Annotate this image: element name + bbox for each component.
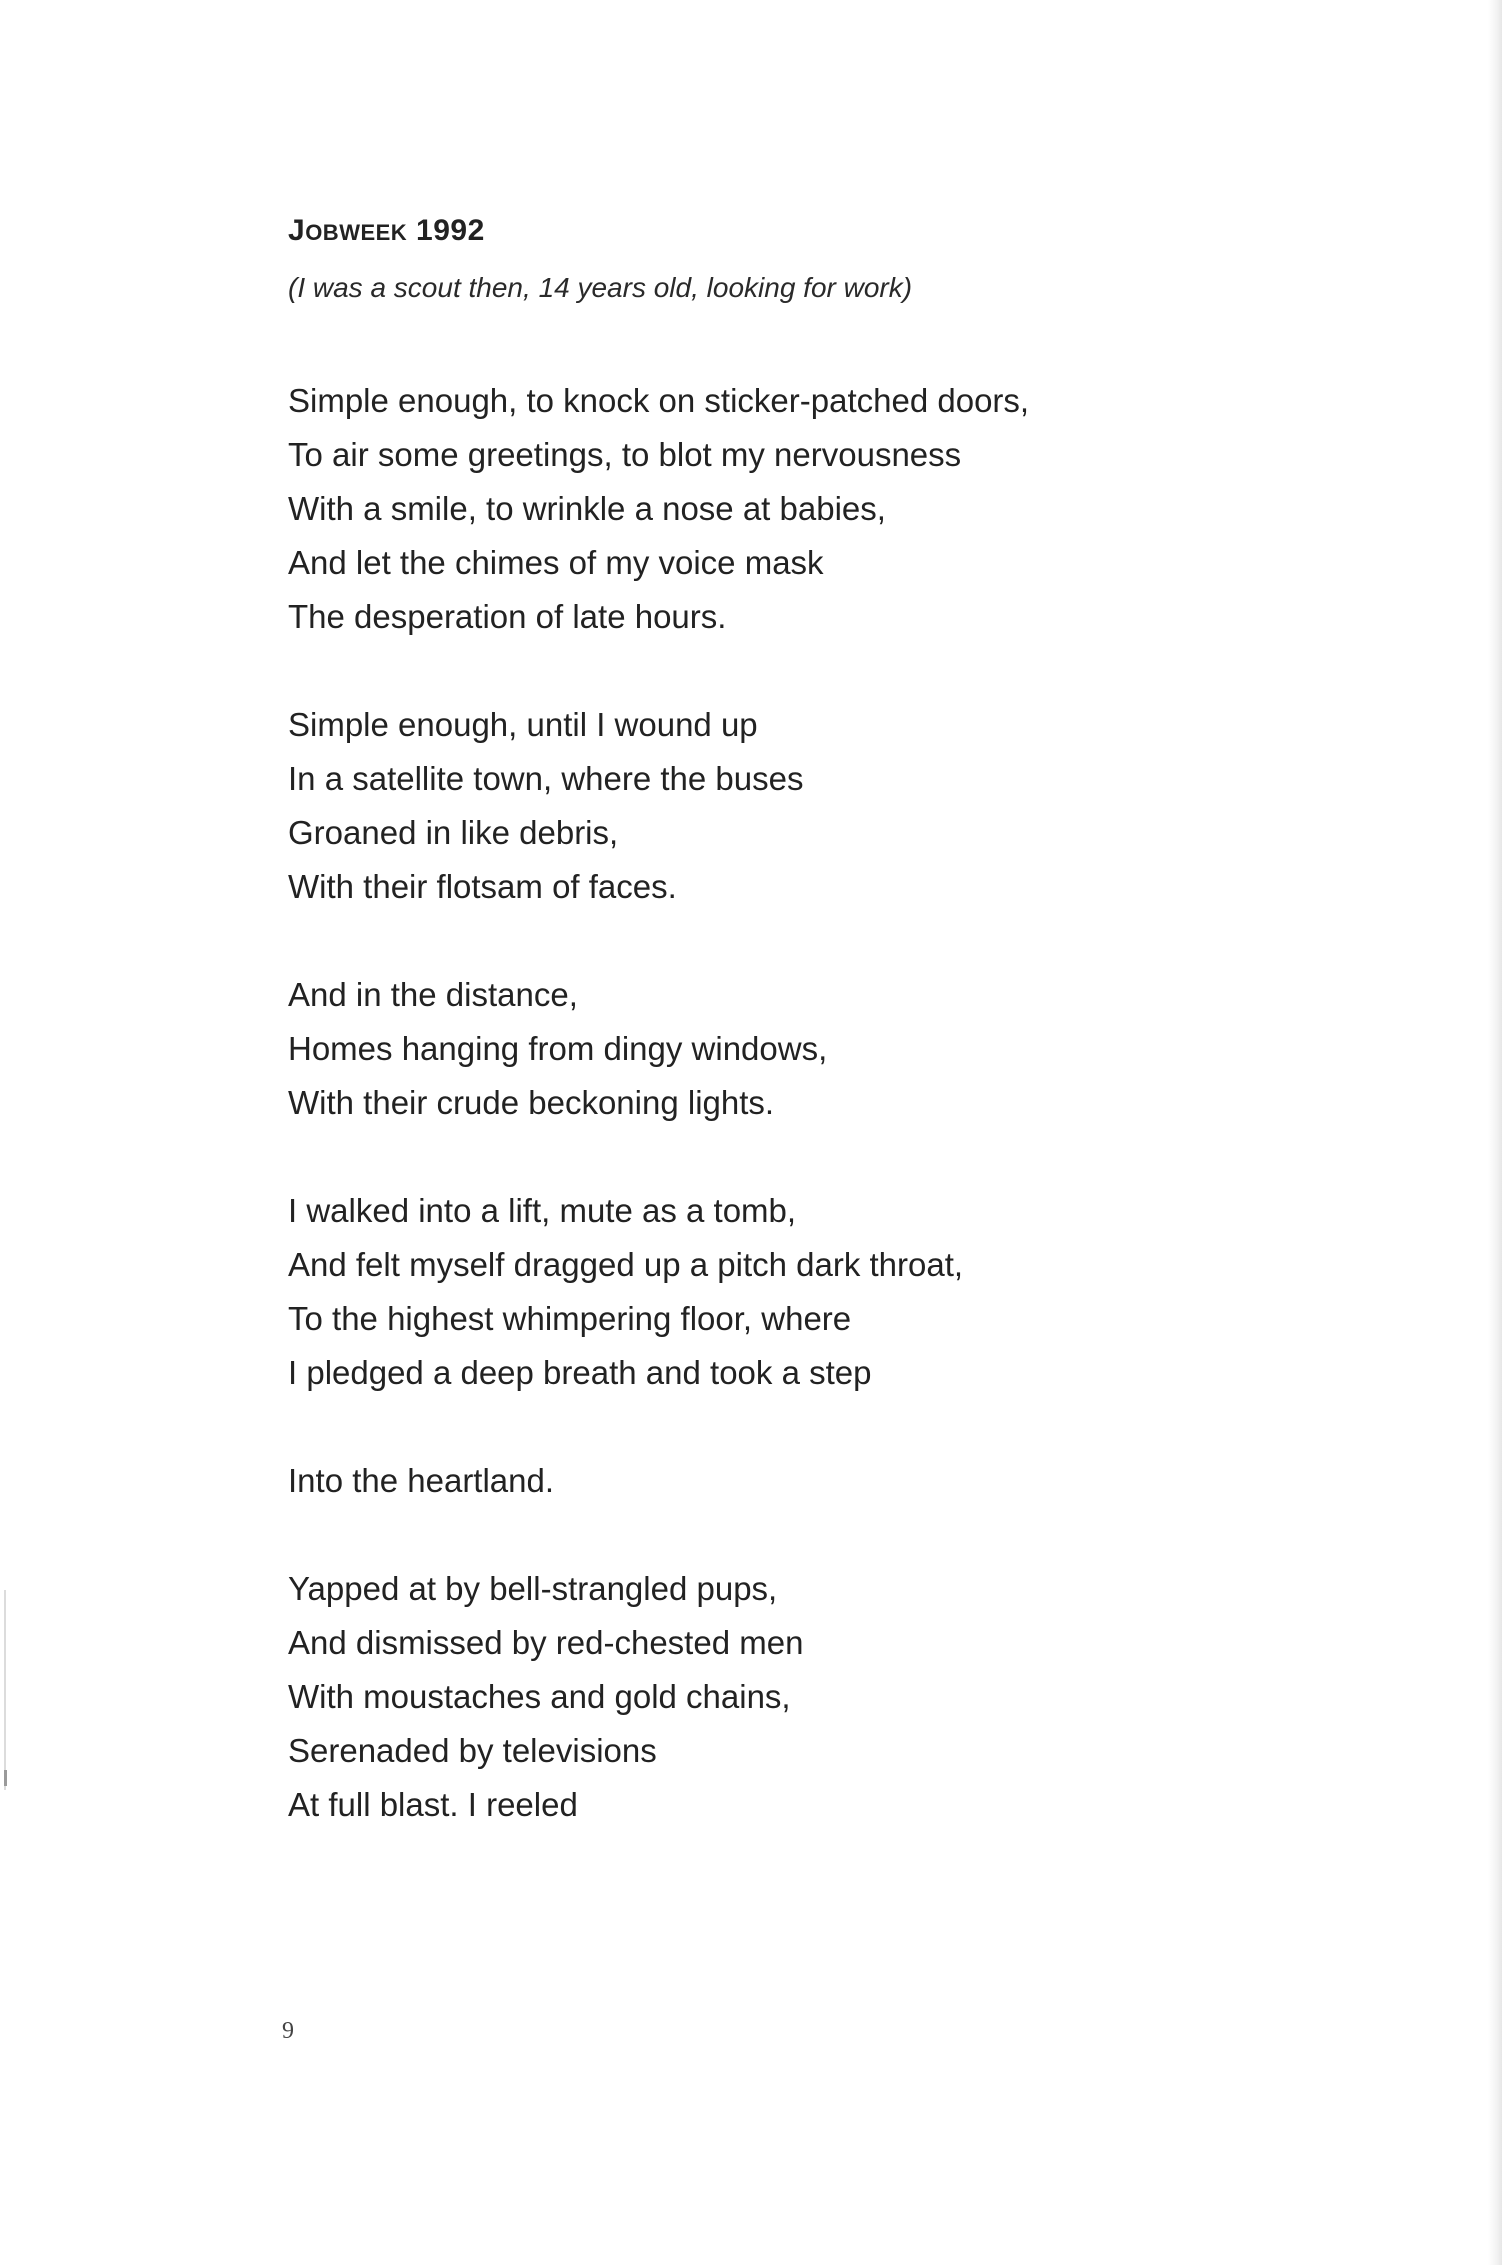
page-number: 9 (282, 2018, 294, 2044)
poem-line: Homes hanging from dingy windows, (288, 1030, 828, 1067)
stanza (288, 1184, 1388, 1400)
poem-title-initial: J (288, 214, 306, 247)
poem-line: And felt myself dragged up a pitch dark throat, (288, 1246, 964, 1283)
poem-line: Groaned in like debris, (288, 814, 619, 851)
poem-line: I pledged a deep breath and took a step (288, 1354, 872, 1391)
poem-title (288, 214, 485, 248)
stanza (288, 374, 1388, 644)
poem-line: With their flotsam of faces. (288, 868, 677, 905)
poem-line: With a smile, to wrinkle a nose at babies, (288, 490, 886, 527)
poem-line: And let the chimes of my voice mask (288, 544, 824, 581)
poem-title-smallcaps: OBWEEK (305, 220, 408, 245)
poem-line: Into the heartland. (288, 1462, 555, 1499)
poem-line: Serenaded by televisions (288, 1732, 657, 1769)
scan-margin-mark (4, 1590, 6, 1790)
poem-title-year: 1992 (407, 214, 485, 247)
stanza (288, 698, 1388, 914)
poem-line: I walked into a lift, mute as a tomb, (288, 1192, 797, 1229)
poem-line: In a satellite town, where the buses (288, 760, 804, 797)
stanza (288, 1562, 1388, 1832)
poem-subtitle: (I was a scout then, 14 years old, looking for work) (288, 272, 913, 303)
stanza (288, 968, 1388, 1130)
poem-line: Simple enough, until I wound up (288, 706, 758, 743)
poem-line: Simple enough, to knock on sticker-patched doors, (288, 382, 1030, 419)
poem-line: With moustaches and gold chains, (288, 1678, 791, 1715)
poem-body (288, 374, 1388, 1886)
poem-line: Yapped at by bell-strangled pups, (288, 1570, 778, 1607)
scan-margin-dot (4, 1770, 7, 1786)
poem-line: To the highest whimpering floor, where (288, 1300, 852, 1337)
poem-line: To air some greetings, to blot my nervousness (288, 436, 962, 473)
poem-line: The desperation of late hours. (288, 598, 727, 635)
stanza (288, 1454, 1388, 1508)
poem-line: And dismissed by red-chested men (288, 1624, 804, 1661)
poem-line: And in the distance, (288, 976, 578, 1013)
poem-line: With their crude beckoning lights. (288, 1084, 775, 1121)
poem-line: At full blast. I reeled (288, 1786, 578, 1823)
page-edge-shadow (1488, 0, 1502, 2265)
